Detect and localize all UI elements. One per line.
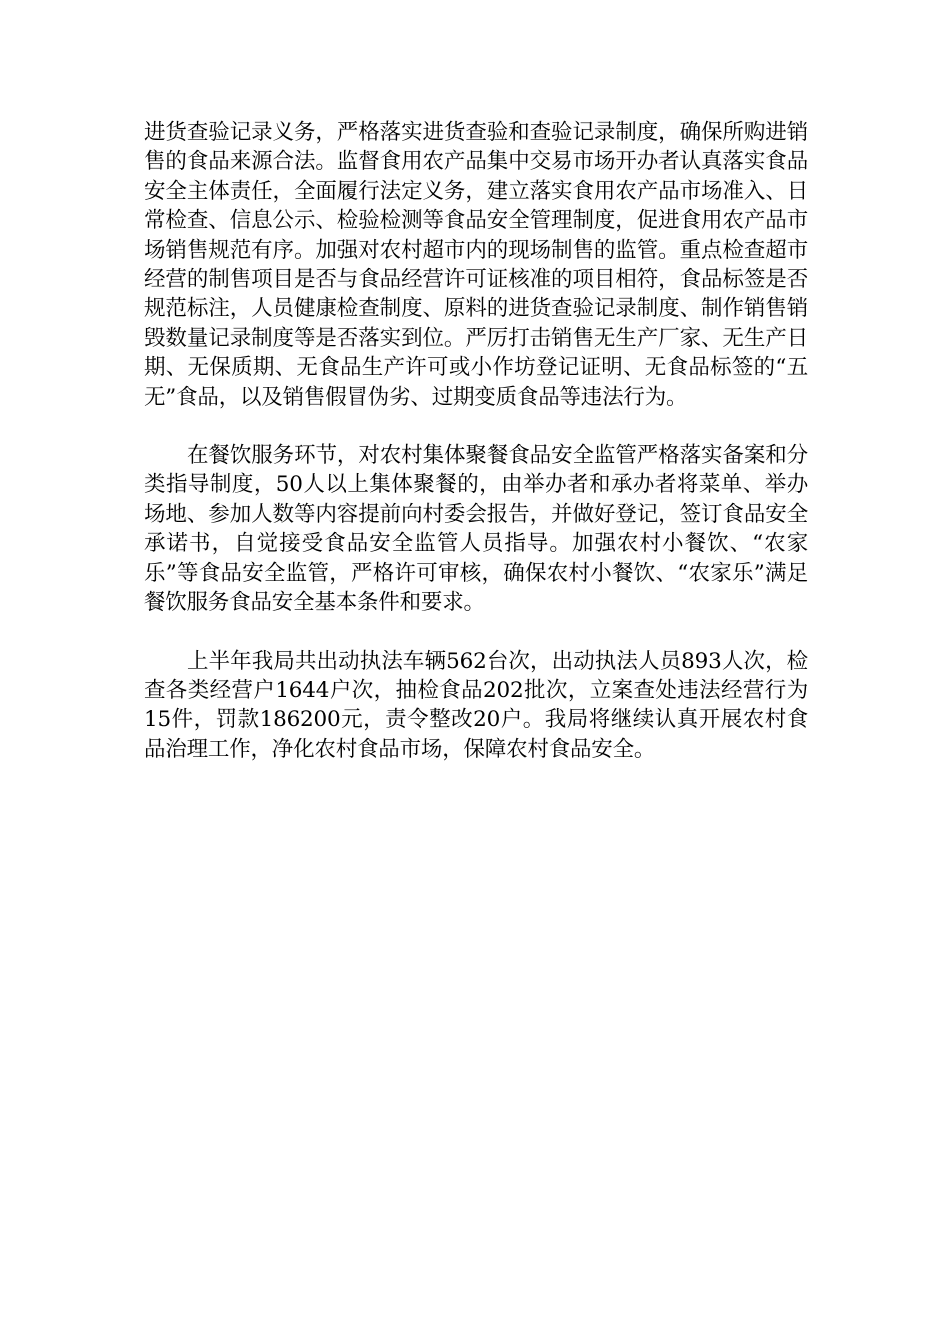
paragraph-catering-supervision: 在餐饮服务环节，对农村集体聚餐食品安全监管严格落实备案和分类指导制度，50人以上集体聚餐的，由举办者和承办者将菜单、举办场地、参加人数等内容提前向村委会报告，并做好登记，签订食品安全承诺书，自觉接受食品安全监管人员指导。加强农村小餐饮、“农家乐”等食品安全监管，严格许可审核，确保农村小餐饮、“农家乐”满足餐饮服务食品安全基本条件和要求。 — [144, 443, 808, 616]
document-body — [144, 118, 808, 764]
paragraph-enforcement-summary: 上半年我局共出动执法车辆562台次，出动执法人员893人次，检查各类经营户1644户次，抽检食品202批次，立案查处违法经营行为15件，罚款186200元，责令整改20户。我局将继续认真开展农村食品治理工作，净化农村食品市场，保障农村食品安全。 — [144, 648, 808, 762]
paragraph-food-supervision: 进货查验记录义务，严格落实进货查验和查验记录制度，确保所购进销售的食品来源合法。监督食用农产品集中交易市场开办者认真落实食品安全主体责任，全面履行法定义务，建立落实食用农产品市场准入、日常检查、信息公示、检验检测等食品安全管理制度，促进食用农产品市场销售规范有序。加强对农村超市内的现场制售的监管。重点检查超市经营的制售项目是否与食品经营许可证核准的项目相符，食品标签是否规范标注，人员健康检查制度、原料的进货查验记录制度、制作销售销毁数量记录制度等是否落实到位。严厉打击销售无生产厂家、无生产日期、无保质期、无食品生产许可或小作坊登记证明、无食品标签的“五无”食品，以及销售假冒伪劣、过期变质食品等违法行为。 — [144, 120, 808, 410]
